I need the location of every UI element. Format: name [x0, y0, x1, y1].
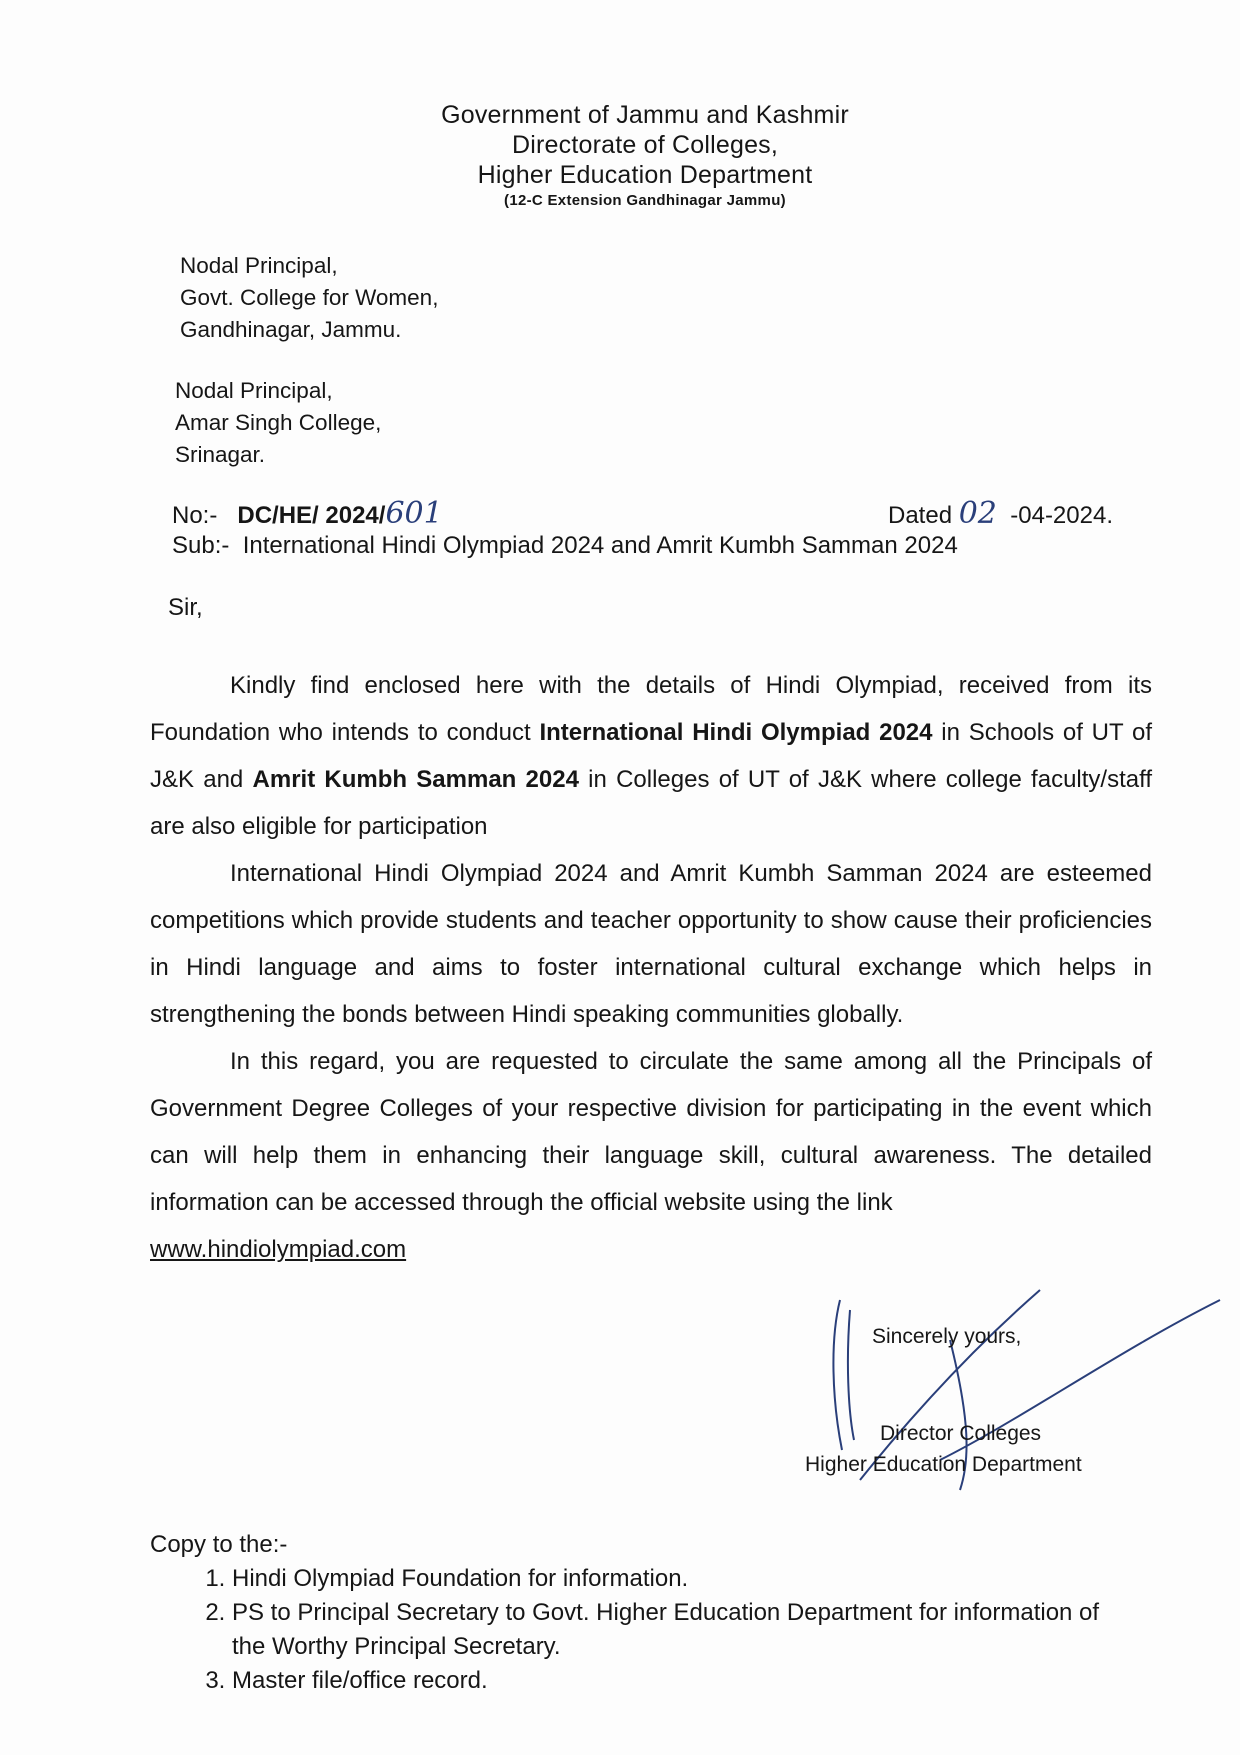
recipient-title: Nodal Principal,	[175, 378, 333, 403]
recipient-location: Srinagar.	[175, 442, 266, 467]
copy-to-section	[150, 1528, 1132, 1698]
subject-line	[172, 530, 958, 562]
paragraph-1-text-c: in Colleges of UT of J&K where college faculty/staff are also eligible for participation	[150, 766, 1152, 840]
paragraph-1-text-b: in Schools of UT of J&K and	[150, 719, 1152, 793]
paragraph-1-text-a: Kindly find enclosed here with the details of Hindi Olympiad, received from its Foundation who intends to conduct	[150, 672, 1152, 746]
reference-date	[888, 498, 1113, 532]
subject-value: International Hindi Olympiad 2024 and Amrit Kumbh Samman 2024	[242, 532, 958, 559]
signature-closing: Sincerely yours,	[872, 1325, 1022, 1348]
recipient-location: Gandhinagar, Jammu.	[180, 317, 402, 342]
dated-label: Dated	[888, 502, 953, 529]
letterhead-department: Higher Education Department	[477, 161, 813, 189]
copy-to-list	[150, 1562, 1132, 1698]
copy-to-item: 1. Hindi Olympiad Foundation for information.	[232, 1562, 1132, 1596]
recipient-title: Nodal Principal,	[180, 253, 338, 278]
signature-department: Higher Education Department	[805, 1453, 1082, 1476]
copy-to-item: 2. PS to Principal Secretary to Govt. Higher Education Department for information of the Worthy Principal Secretary.	[232, 1596, 1132, 1664]
dated-suffix: -04-2024.	[1010, 502, 1113, 529]
letterhead-government: Government of Jammu and Kashmir	[441, 101, 849, 129]
reference-no-handwritten: 601	[385, 496, 443, 531]
letterhead-address: (12-C Extension Gandhinagar Jammu)	[504, 192, 786, 209]
recipient-address-1	[180, 250, 438, 346]
reference-number	[172, 498, 443, 532]
paragraph-1-bold-olympiad: International Hindi Olympiad 2024	[539, 719, 933, 746]
paragraph-2: International Hindi Olympiad 2024 and Amrit Kumbh Samman 2024 are esteemed competitions which provide students and teacher opportunity to show cause their proficiencies in Hindi language and aims to foster international cultural exchange which helps in strengthening the bonds between Hindi speaking communities globally.	[150, 860, 1152, 1028]
paragraph-1	[150, 662, 1152, 850]
dated-handwritten: 02	[958, 496, 997, 531]
paragraph-1-bold-samman: Amrit Kumbh Samman 2024	[252, 766, 579, 793]
recipient-institution: Amar Singh College,	[175, 410, 382, 435]
copy-to-item: 3. Master file/office record.	[232, 1664, 1132, 1698]
letter-body	[150, 662, 1152, 1273]
reference-no-label: No:-	[172, 502, 218, 529]
website-link[interactable]: www.hindiolympiad.com	[150, 1236, 407, 1263]
reference-no-value: DC/HE/ 2024/	[237, 502, 386, 529]
paragraph-3: In this regard, you are requested to circulate the same among all the Principals of Government Degree Colleges of your respective division for participating in the event which can will help them in enhancing their language skill, cultural awareness. The detailed information can be accessed through the official website using the link	[150, 1048, 1152, 1216]
copy-to-heading: Copy to the:-	[150, 1531, 288, 1558]
subject-label: Sub:-	[172, 532, 230, 559]
letterhead	[420, 100, 870, 212]
letterhead-directorate: Directorate of Colleges,	[511, 131, 779, 159]
recipient-institution: Govt. College for Women,	[180, 285, 439, 310]
recipient-address-2	[175, 375, 381, 471]
signature-title: Director Colleges	[880, 1422, 1042, 1445]
salutation: Sir,	[168, 594, 203, 621]
